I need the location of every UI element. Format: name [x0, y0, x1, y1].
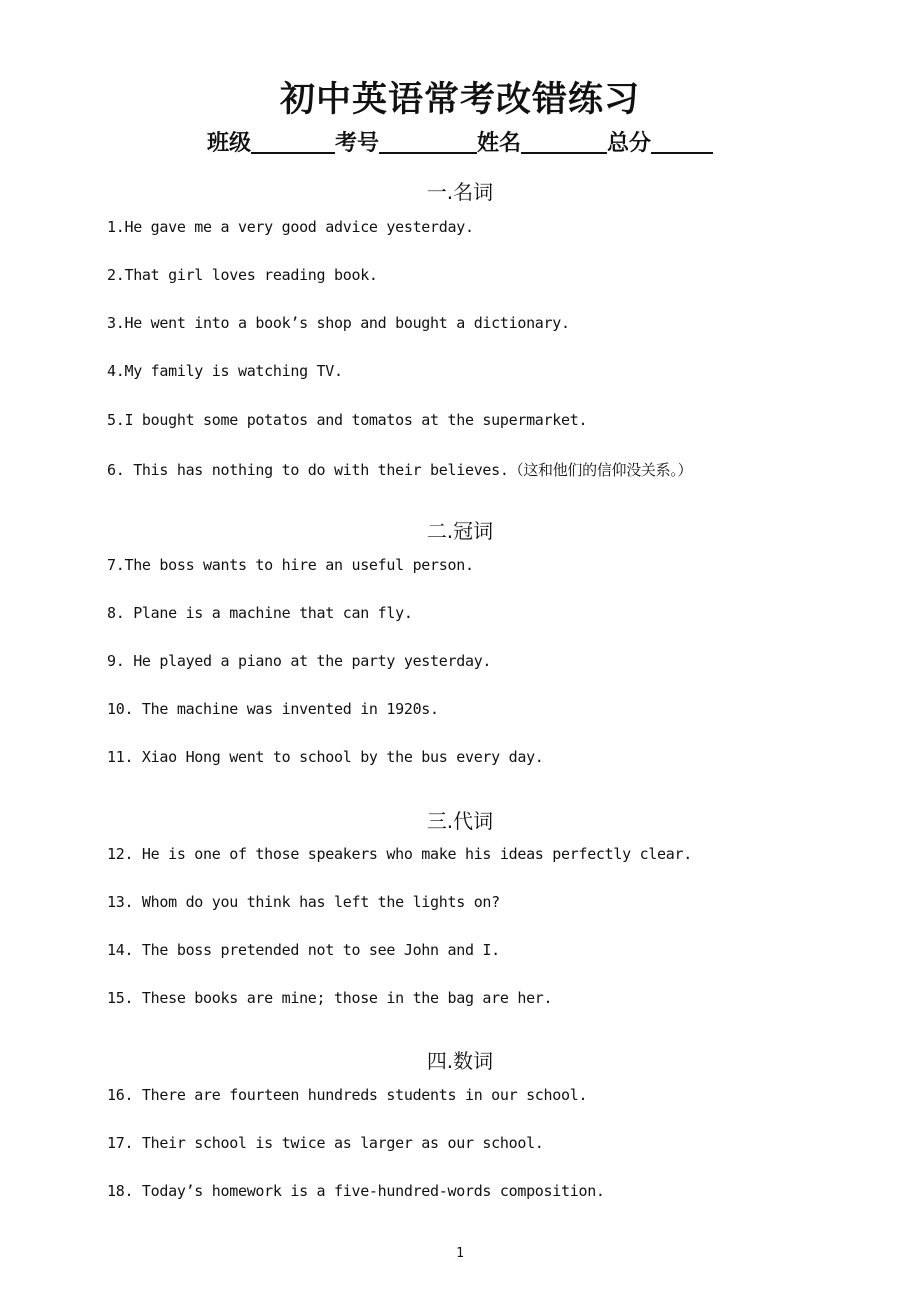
question-item: 13. Whom do you think has left the lights on? [107, 893, 500, 911]
section-heading-articles: 二.冠词 [426, 519, 494, 543]
question-item: 15. These books are mine; those in the bag are her. [107, 989, 553, 1007]
exam-number-label: 考号 [334, 131, 379, 156]
question-item: 2.That girl loves reading book. [107, 266, 378, 284]
question-item: 16. There are fourteen hundreds students in our school. [107, 1086, 588, 1104]
section-heading-nouns: 一.名词 [426, 180, 494, 204]
score-blank[interactable] [651, 130, 713, 154]
question-item: 12. He is one of those speakers who make his ideas perfectly clear. [107, 845, 692, 863]
question-item: 7.The boss wants to hire an useful person. [107, 556, 474, 574]
question-item: 17. Their school is twice as larger as our school. [107, 1134, 544, 1152]
name-label: 姓名 [477, 131, 522, 156]
class-label: 班级 [206, 131, 251, 156]
question-item: 6. This has nothing to do with their believes.（这和他们的信仰没关系。） [107, 461, 693, 479]
exam-number-blank[interactable] [379, 130, 477, 154]
section-heading-pronouns: 三.代词 [426, 809, 494, 833]
question-item: 18. Today’s homework is a five-hundred-words composition. [107, 1182, 605, 1200]
name-blank[interactable] [521, 130, 607, 154]
question-item: 3.He went into a book’s shop and bought a dictionary. [107, 314, 570, 332]
question-item: 4.My family is watching TV. [107, 362, 343, 380]
score-label: 总分 [607, 131, 652, 156]
question-item: 10. The machine was invented in 1920s. [107, 700, 439, 718]
question-item: 14. The boss pretended not to see John and I. [107, 941, 500, 959]
page-title: 初中英语常考改错练习 [279, 80, 640, 120]
page-number: 1 [456, 1246, 464, 1261]
question-item: 11. Xiao Hong went to school by the bus every day. [107, 748, 544, 766]
student-info-line [0, 126, 920, 157]
question-item: 5.I bought some potatos and tomatos at the supermarket. [107, 411, 588, 429]
question-item: 8. Plane is a machine that can fly. [107, 604, 413, 622]
question-item: 9. He played a piano at the party yesterday. [107, 652, 492, 670]
question-item: 1.He gave me a very good advice yesterday. [107, 218, 474, 236]
section-heading-numerals: 四.数词 [426, 1049, 494, 1073]
class-blank[interactable] [251, 130, 335, 154]
